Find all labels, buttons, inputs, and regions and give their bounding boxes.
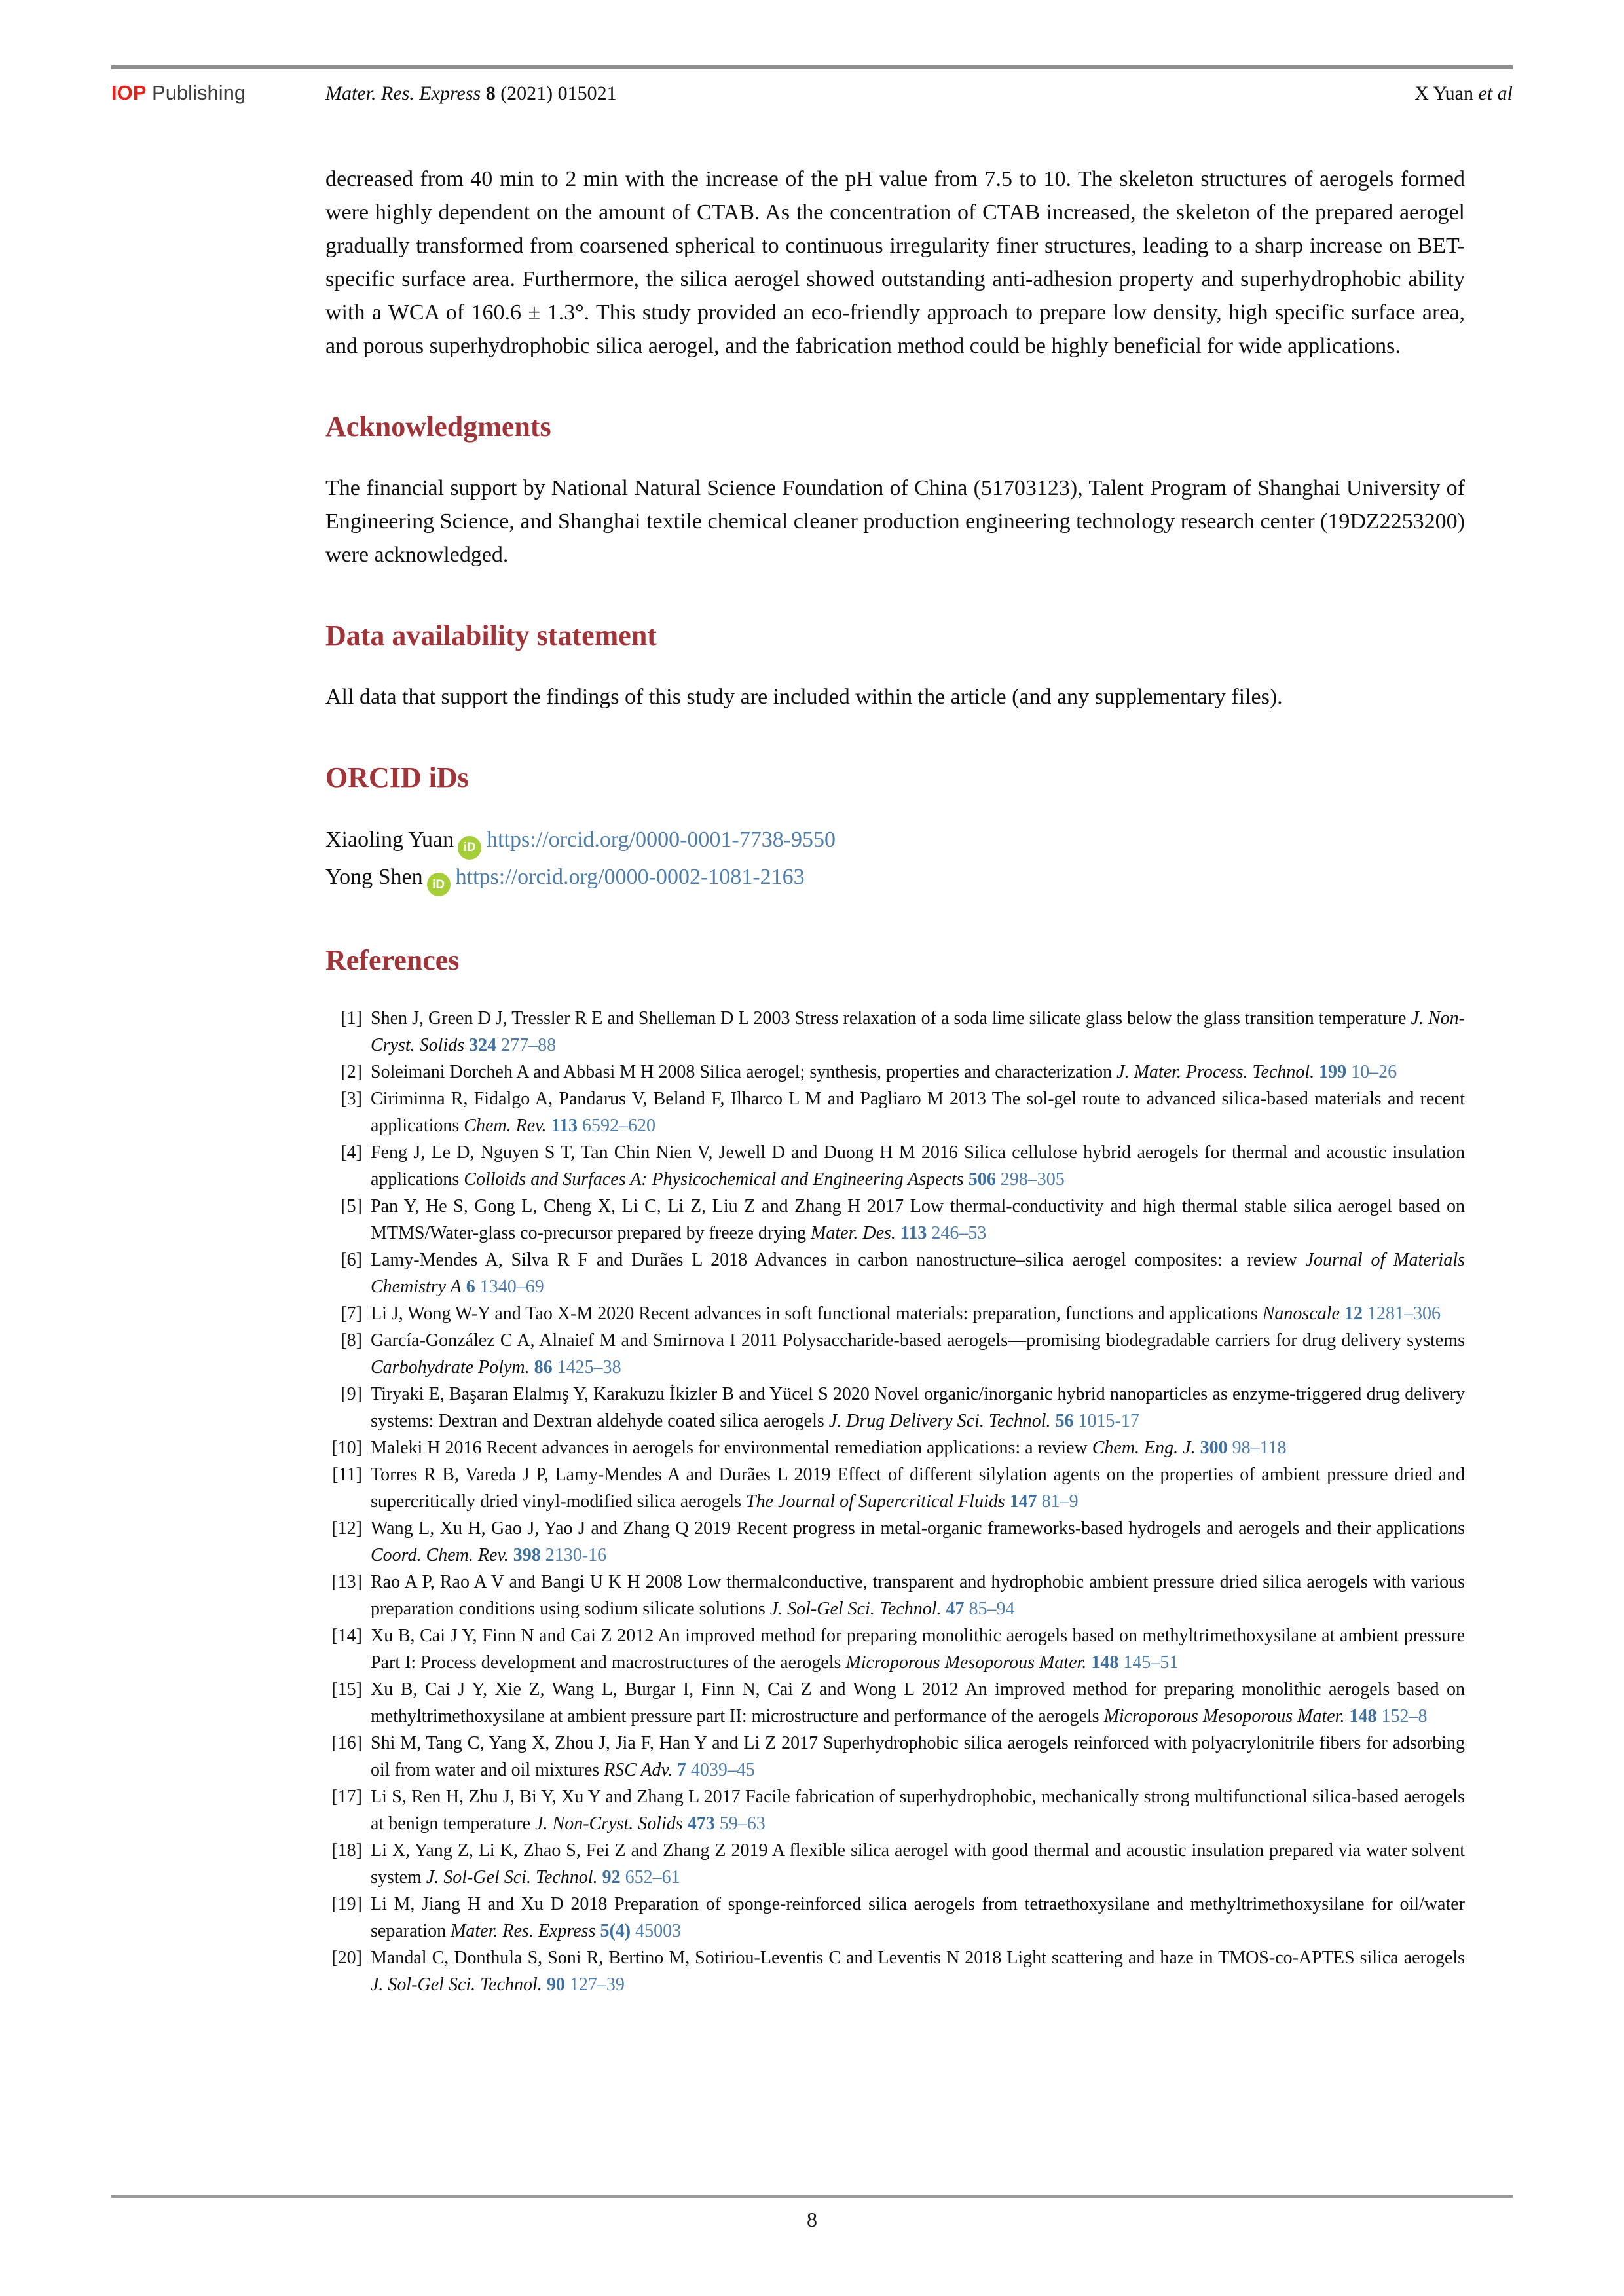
journal-name: J. Non-Cryst. Solids — [371, 1008, 1465, 1055]
reference-citation-run: Shi M, Tang C, Yang X, Zhou J, Jia F, Han Y and Li Z 2017 Superhydrophobic silica aerogels reinforced with polyacrylonitrile fibers for adsorbing oil from water and oil mixtures — [371, 1733, 1465, 1780]
reference-number: [1] — [341, 1008, 362, 1029]
reference-item — [325, 1327, 1465, 1381]
reference-pages-link[interactable]: 298–305 — [1000, 1169, 1065, 1190]
reference-item — [325, 1434, 1465, 1461]
reference-text — [371, 1327, 1465, 1381]
reference-volume-link[interactable]: 473 — [687, 1813, 715, 1834]
reference-pages-link[interactable]: 81–9 — [1041, 1491, 1079, 1512]
reference-volume-link[interactable]: 199 — [1319, 1062, 1347, 1082]
reference-item — [325, 1944, 1465, 1998]
reference-number: [4] — [341, 1142, 362, 1163]
reference-number: [18] — [331, 1840, 362, 1861]
data-availability-heading: Data availability statement — [325, 619, 657, 651]
reference-volume-link[interactable]: 113 — [900, 1223, 927, 1243]
reference-citation-run: Pan Y, He S, Gong L, Cheng X, Li C, Li Z, Liu Z and Zhang H 2017 Low thermal-conductivity and high thermal stable silica aerogel based on MTMS/Water-glass co-precursor prepared by freeze drying — [371, 1196, 1465, 1243]
reference-number: [3] — [341, 1089, 362, 1109]
reference-pages-link[interactable]: 98–118 — [1232, 1438, 1287, 1458]
reference-number: [19] — [331, 1894, 362, 1914]
reference-text — [371, 1300, 1465, 1327]
reference-citation-run: Li M, Jiang H and Xu D 2018 Preparation of sponge-reinforced silica aerogels from tetraethoxysilane and methyltrimethoxysilane for oil/water separation — [371, 1894, 1465, 1941]
reference-number: [13] — [331, 1572, 362, 1592]
reference-volume-link[interactable]: 12 — [1344, 1303, 1363, 1324]
journal-name: Carbohydrate Polym. — [371, 1357, 530, 1377]
header-rule — [111, 65, 1513, 69]
reference-pages-link[interactable]: 127–39 — [569, 1975, 625, 1995]
reference-text — [371, 1569, 1465, 1622]
author-name: X Yuan — [1414, 82, 1479, 104]
reference-volume-link[interactable]: 90 — [546, 1975, 565, 1995]
journal-volume: 8 — [485, 82, 496, 104]
reference-pages-link[interactable]: 145–51 — [1123, 1652, 1179, 1673]
acknowledgments-heading: Acknowledgments — [325, 410, 551, 443]
page-header — [111, 81, 1513, 110]
reference-pages-link[interactable]: 1281–306 — [1367, 1303, 1441, 1324]
journal-name: Mater. Des. — [811, 1223, 896, 1243]
reference-citation-run: Tiryaki E, Başaran Elalmış Y, Karakuzu İkizler B and Yücel S 2020 Novel organic/inorganic hybrid nanoparticles as enzyme-triggered drug delivery systems: Dextran and Dextran aldehyde coated silica aerogels — [371, 1384, 1465, 1431]
iop-logo-text: IOP — [111, 81, 147, 104]
orcid-heading: ORCID iDs — [325, 761, 469, 793]
reference-number: [12] — [331, 1518, 362, 1539]
reference-volume-link[interactable]: 148 — [1091, 1652, 1119, 1673]
acknowledgments-paragraph: The financial support by National Natural Science Foundation of China (51703123), Talent Program of Shanghai University of Engineering Science, and Shanghai textile chemical cleaner production engineering technology research center (19DZ2253200) were acknowledged. — [325, 476, 1465, 567]
journal-name: Chem. Eng. J. — [1092, 1438, 1196, 1458]
references-heading: References — [325, 944, 460, 976]
reference-item — [325, 1193, 1465, 1247]
journal-name: Nanoscale — [1262, 1303, 1340, 1324]
journal-name: Microporous Mesoporous Mater. — [1103, 1706, 1345, 1726]
orcid-list — [325, 822, 1465, 896]
reference-text — [371, 1837, 1465, 1891]
reference-text — [371, 1783, 1465, 1837]
journal-name: Mater. Res. Express — [451, 1921, 596, 1941]
orcid-author-name: Yong Shen — [325, 864, 423, 889]
reference-text — [371, 1247, 1465, 1300]
reference-citation-run: Li S, Ren H, Zhu J, Bi Y, Xu Y and Zhang L 2017 Facile fabrication of superhydrophobic, mechanically strong multifunctional silica-based aerogels at benign temperature — [371, 1787, 1465, 1834]
journal-issue-info: (2021) 015021 — [495, 82, 617, 104]
reference-number: [17] — [331, 1787, 362, 1807]
reference-citation-run: Torres R B, Vareda J P, Lamy-Mendes A and Durães L 2019 Effect of different silylation agents on the properties of ambient pressure dried and supercritically dried vinyl-modified silica aerogels — [371, 1465, 1465, 1512]
reference-number: [8] — [341, 1330, 362, 1351]
reference-pages-link[interactable]: 59–63 — [719, 1813, 766, 1834]
reference-text — [371, 1085, 1465, 1139]
orcid-url-link[interactable]: https://orcid.org/0000-0002-1081-2163 — [455, 864, 805, 889]
journal-title: Mater. Res. Express — [325, 82, 481, 104]
reference-number: [7] — [341, 1303, 362, 1324]
reference-item — [325, 1515, 1465, 1569]
reference-citation-run: Lamy-Mendes A, Silva R F and Durães L 2018 Advances in carbon nanostructure–silica aerogel composites: a review — [371, 1250, 1306, 1270]
journal-name: J. Sol-Gel Sci. Technol. — [426, 1867, 598, 1887]
reference-item — [325, 1300, 1465, 1327]
journal-name: Chem. Rev. — [464, 1116, 547, 1136]
reference-item — [325, 1139, 1465, 1193]
reference-pages-link[interactable]: 152–8 — [1381, 1706, 1428, 1726]
reference-citation-run: Wang L, Xu H, Gao J, Yao J and Zhang Q 2019 Recent progress in metal-organic frameworks-based hydrogels and aerogels and their applications — [371, 1518, 1465, 1539]
reference-pages-link[interactable]: 1015-17 — [1078, 1411, 1139, 1431]
reference-text — [371, 1005, 1465, 1059]
publisher-name: Publishing — [146, 81, 246, 104]
reference-item — [325, 1247, 1465, 1300]
orcid-icon: iD — [427, 873, 451, 896]
reference-pages-link[interactable]: 6592–620 — [581, 1116, 655, 1136]
reference-volume-link[interactable]: 7 — [676, 1760, 686, 1780]
reference-citation-run: Shen J, Green D J, Tressler R E and Shelleman D L 2003 Stress relaxation of a soda lime silicate glass below the glass transition temperature — [371, 1008, 1411, 1029]
reference-item — [325, 1622, 1465, 1676]
reference-text — [371, 1434, 1465, 1461]
orcid-entry — [325, 822, 1465, 860]
reference-number: [11] — [332, 1465, 362, 1485]
reference-citation-run: Mandal C, Donthula S, Soni R, Bertino M, Sotiriou-Leventis C and Leventis N 2018 Light scattering and haze in TMOS-co-APTES silica aerogels — [371, 1948, 1465, 1968]
reference-volume-link[interactable]: 147 — [1009, 1491, 1037, 1512]
reference-citation-run: García-González C A, Alnaief M and Smirnova I 2011 Polysaccharide-based aerogels—promising biodegradable carriers for drug delivery systems — [371, 1330, 1465, 1351]
reference-volume-link[interactable]: 56 — [1055, 1411, 1074, 1431]
reference-citation-run: Li X, Yang Z, Li K, Zhao S, Fei Z and Zhang Z 2019 A flexible silica aerogel with good thermal and acoustic insulation prepared via water solvent system — [371, 1840, 1465, 1887]
reference-item — [325, 1783, 1465, 1837]
reference-item — [325, 1005, 1465, 1059]
reference-volume-link[interactable]: 6 — [466, 1277, 475, 1297]
reference-text — [371, 1059, 1465, 1085]
journal-name: RSC Adv. — [604, 1760, 673, 1780]
reference-number: [16] — [331, 1733, 362, 1753]
reference-text — [371, 1730, 1465, 1783]
journal-name: Coord. Chem. Rev. — [371, 1545, 509, 1565]
reference-citation-run: Ciriminna R, Fidalgo A, Pandarus V, Beland F, Ilharco L M and Pagliaro M 2013 The sol-gel route to advanced silica-based materials and recent applications — [371, 1089, 1465, 1136]
etal-text: et al — [1478, 82, 1513, 104]
reference-item — [325, 1837, 1465, 1891]
reference-item — [325, 1461, 1465, 1515]
reference-number: [10] — [331, 1438, 362, 1458]
reference-volume-link[interactable]: 324 — [469, 1035, 497, 1055]
reference-pages-link[interactable]: 4039–45 — [690, 1760, 755, 1780]
reference-item — [325, 1085, 1465, 1139]
reference-pages-link[interactable]: 2130-16 — [545, 1545, 607, 1565]
reference-number: [15] — [331, 1679, 362, 1700]
journal-name: Journal of Materials Chemistry A — [371, 1250, 1466, 1297]
reference-text — [371, 1139, 1465, 1193]
reference-citation-run: Feng J, Le D, Nguyen S T, Tan Chin Nien V, Jewell D and Duong H M 2016 Silica cellulose hybrid aerogels for thermal and acoustic insulation applications — [371, 1142, 1465, 1190]
reference-number: [2] — [341, 1062, 362, 1082]
reference-citation-run: Soleimani Dorcheh A and Abbasi M H 2008 Silica aerogel; synthesis, properties and characterization — [371, 1062, 1117, 1082]
reference-pages-link[interactable]: 277–88 — [501, 1035, 557, 1055]
reference-pages-link[interactable]: 10–26 — [1351, 1062, 1397, 1082]
reference-citation-run: Xu B, Cai J Y, Xie Z, Wang L, Burgar I, Finn N, Cai Z and Wong L 2012 An improved method for preparing monolithic aerogels based on methyltrimethoxysilane at ambient pressure part II: microstructure and performance of the aerogels — [371, 1679, 1465, 1726]
journal-name: J. Mater. Process. Technol. — [1116, 1062, 1315, 1082]
running-authors — [1414, 82, 1513, 105]
reference-item — [325, 1730, 1465, 1783]
reference-pages-link[interactable]: 652–61 — [625, 1867, 680, 1887]
reference-text — [371, 1944, 1465, 1998]
reference-text — [371, 1461, 1465, 1515]
reference-pages-link[interactable]: 45003 — [635, 1921, 682, 1941]
reference-number: [20] — [331, 1948, 362, 1968]
reference-volume-link[interactable]: 300 — [1200, 1438, 1228, 1458]
reference-volume-link[interactable]: 398 — [513, 1545, 541, 1565]
reference-citation-run: Rao A P, Rao A V and Bangi U K H 2008 Low thermalconductive, transparent and hydrophobic ambient pressure dried silica aerogels with various preparation conditions using sodium silicate solutions — [371, 1572, 1465, 1619]
orcid-url-link[interactable]: https://orcid.org/0000-0001-7738-9550 — [487, 828, 836, 852]
journal-name: The Journal of Supercritical Fluids — [746, 1491, 1005, 1512]
reference-number: [14] — [331, 1626, 362, 1646]
reference-pages-link[interactable]: 246–53 — [931, 1223, 987, 1243]
reference-item — [325, 1381, 1465, 1434]
reference-volume-link[interactable]: 506 — [968, 1169, 996, 1190]
journal-name: J. Sol-Gel Sci. Technol. — [371, 1975, 542, 1995]
reference-volume-link[interactable]: 86 — [534, 1357, 553, 1377]
reference-text — [371, 1193, 1465, 1247]
publisher-logo — [111, 81, 246, 105]
reference-item — [325, 1569, 1465, 1622]
reference-volume-link[interactable]: 92 — [602, 1867, 621, 1887]
article-content — [325, 162, 1465, 1998]
journal-name: J. Sol-Gel Sci. Technol. — [769, 1599, 942, 1619]
reference-volume-link[interactable]: 5(4) — [600, 1921, 631, 1941]
data-availability-paragraph: All data that support the findings of this study are included within the article (and any supplementary files). — [325, 685, 1283, 709]
reference-number: [5] — [341, 1196, 362, 1216]
journal-name: Colloids and Surfaces A: Physicochemical and Engineering Aspects — [464, 1169, 964, 1190]
journal-citation — [325, 82, 617, 105]
reference-volume-link[interactable]: 113 — [551, 1116, 578, 1136]
footer-rule — [111, 2195, 1513, 2198]
reference-citation-run: Xu B, Cai J Y, Finn N and Cai Z 2012 An improved method for preparing monolithic aerogels based on methyltrimethoxysilane at ambient pressure Part I: Process development and macrostructures of the aerogels — [371, 1626, 1465, 1673]
orcid-author-name: Xiaoling Yuan — [325, 828, 454, 852]
reference-citation-run: Li J, Wong W-Y and Tao X-M 2020 Recent advances in soft functional materials: preparation, functions and applications — [371, 1303, 1263, 1324]
reference-pages-link[interactable]: 1340–69 — [479, 1277, 544, 1297]
reference-text — [371, 1381, 1465, 1434]
orcid-icon: iD — [458, 836, 481, 860]
journal-name: J. Non-Cryst. Solids — [535, 1813, 683, 1834]
reference-volume-link[interactable]: 47 — [946, 1599, 965, 1619]
reference-number: [9] — [341, 1384, 362, 1404]
reference-item — [325, 1891, 1465, 1944]
reference-text — [371, 1676, 1465, 1730]
reference-text — [371, 1622, 1465, 1676]
reference-number: [6] — [341, 1250, 362, 1270]
orcid-entry — [325, 860, 1465, 897]
reference-citation-run: Maleki H 2016 Recent advances in aerogels for environmental remediation applications: a review — [371, 1438, 1092, 1458]
reference-pages-link[interactable]: 1425–38 — [557, 1357, 621, 1377]
conclusion-paragraph: decreased from 40 min to 2 min with the increase of the pH value from 7.5 to 10. The skeleton structures of aerogels formed were highly dependent on the amount of CTAB. As the concentration of CTAB increased, the skeleton of the prepared aerogel gradually transformed from coarsened spherical to continuous irregularity finer structures, leading to a sharp increase on BET-specific surface area. Furthermore, the silica aerogel showed outstanding anti-adhesion property and superhydrophobic ability with a WCA of 160.6 ± 1.3°. This study provided an eco-friendly approach to prepare low density, high specific surface area, and porous superhydrophobic silica aerogel, and the fabrication method could be highly beneficial for wide applications. — [325, 167, 1465, 358]
journal-name: Microporous Mesoporous Mater. — [845, 1652, 1087, 1673]
reference-item — [325, 1059, 1465, 1085]
reference-volume-link[interactable]: 148 — [1349, 1706, 1377, 1726]
journal-name: J. Drug Delivery Sci. Technol. — [828, 1411, 1051, 1431]
reference-text — [371, 1891, 1465, 1944]
reference-text — [371, 1515, 1465, 1569]
reference-pages-link[interactable]: 85–94 — [969, 1599, 1015, 1619]
references-list — [325, 1005, 1465, 1998]
reference-item — [325, 1676, 1465, 1730]
page-number: 8 — [807, 2208, 817, 2231]
